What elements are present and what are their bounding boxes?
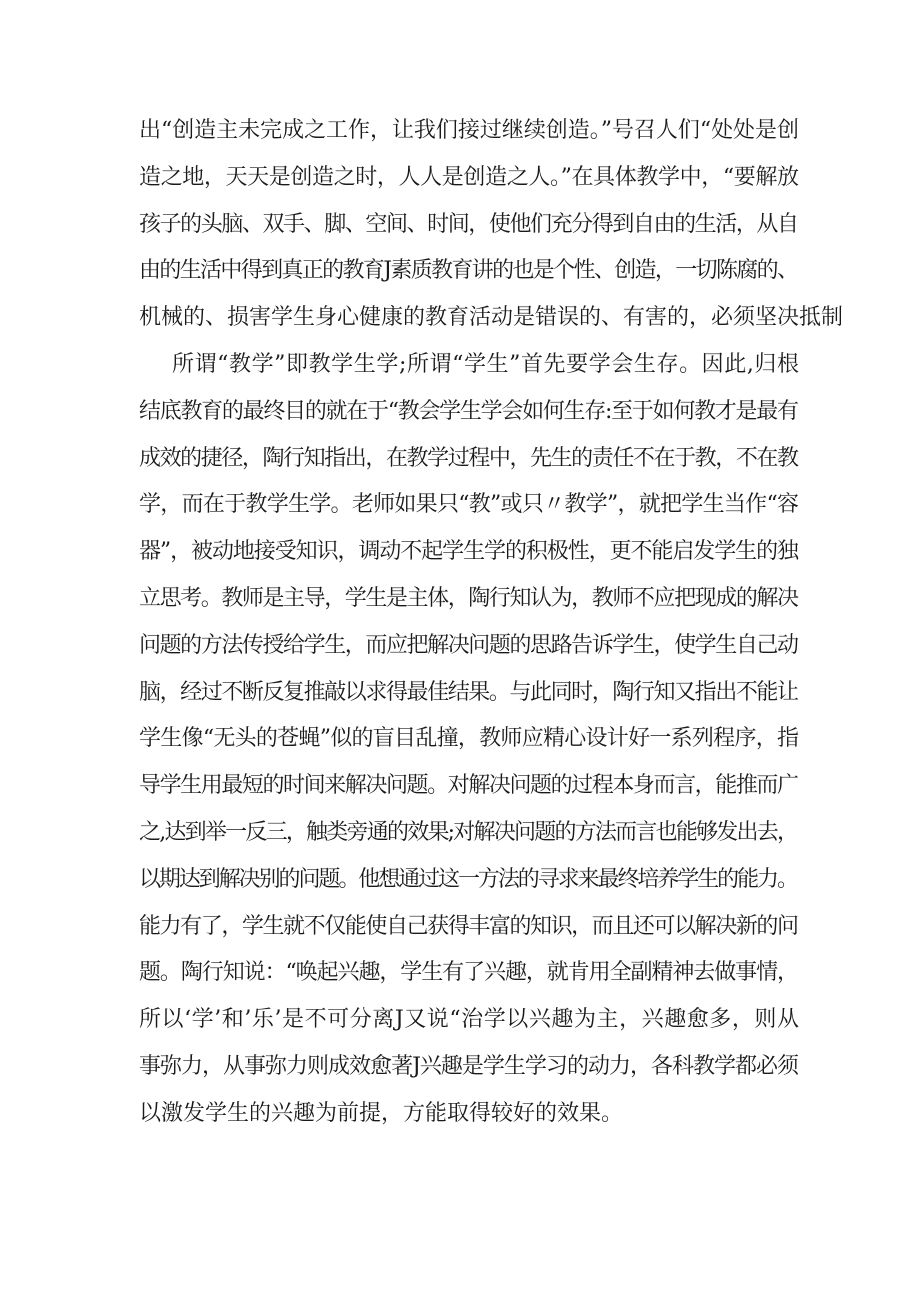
text-line — [139, 763, 799, 810]
text-line — [139, 436, 799, 483]
line-text: 成效的捷径，陶行知指出，在教学过程中，先生的责任不在于教，不在教 — [139, 445, 798, 471]
text-line — [139, 623, 799, 670]
line-text: 题。陶行知说：“唤起兴趣，学生有了兴趣，就肯用全副精神去做事情， — [139, 960, 798, 986]
text-line — [139, 950, 799, 997]
line-text: 能力有了，学生就不仅能使自己获得丰富的知识，而且还可以解决新的问 — [139, 913, 798, 939]
line-text: 学，而在于教学生学。老师如果只“教”或只〃教学”，就把学生当作“容 — [139, 492, 799, 518]
line-text: 脑，经过不断反复推敲以求得最佳结果。与此同时，陶行知又指出不能让 — [139, 679, 798, 705]
text-line — [139, 716, 799, 763]
line-text: 造之地，天天是创造之时，人人是创造之人。”在具体教学中，“要解放 — [139, 164, 799, 190]
line-text: 立思考。教师是主导，学生是主体，陶行知认为，教师不应把现成的解决 — [139, 585, 798, 611]
line-text: 之,达到举一反三，触类旁通的效果;对解决问题的方法而言也能够发出去， — [139, 819, 798, 845]
line-text: 出“创造主未完成之工作，让我们接过继续创造。”号召人们“处处是创 — [139, 118, 799, 143]
line-text: 由的生活中得到真正的教育J素质教育讲的也是个性、创造，一切陈腐的、 — [139, 258, 798, 284]
line-text: 所谓“教学”即教学生学;所谓“学生”首先要学会生存。因此,归根 — [172, 351, 800, 377]
text-line — [139, 108, 799, 155]
line-text: 孩子的头脑、双手、脚、空间、时间，使他们充分得到自由的生活，从自 — [139, 211, 798, 237]
line-text: 问题的方法传授给学生，而应把解决问题的思路告诉学生，使学生自己动 — [139, 632, 798, 658]
line-text: 机械的、损害学生身心健康的教育活动是错误的、有害的，必须坚决抵制 — [139, 305, 844, 331]
line-text: 事弥力，从事弥力则成效愈著J兴趣是学生学习的动力，各科教学都必须 — [139, 1053, 798, 1079]
line-text: 学生像“无头的苍蝇”似的盲目乱撞，教师应精心设计好一系列程序，指 — [139, 726, 799, 752]
body-text — [139, 108, 844, 1138]
text-line — [139, 202, 799, 249]
text-line — [139, 576, 799, 623]
line-text: 所以‘学’和’乐’是不可分离J又说“治学以兴趣为主，兴趣愈多，则从 — [139, 1007, 800, 1033]
line-text: 结底教育的最终目的就在于“教会学生学会如何生存:至于如何教才是最有 — [139, 398, 798, 424]
text-line — [139, 997, 799, 1044]
text-line — [139, 248, 799, 295]
text-line — [139, 529, 799, 576]
text-line-paragraph-start — [139, 342, 799, 389]
text-line — [139, 1091, 799, 1138]
text-line — [139, 482, 799, 529]
line-text: 导学生用最短的时间来解决问题。对解决问题的过程本身而言，能推而广 — [139, 773, 798, 799]
text-line — [139, 155, 799, 202]
text-line — [139, 670, 799, 717]
text-line — [139, 295, 844, 342]
text-line — [139, 857, 799, 904]
line-text: 以激发学生的兴趣为前提，方能取得较好的效果。 — [139, 1100, 624, 1126]
text-line — [139, 1044, 799, 1091]
line-text: 器”，被动地接受知识，调动不起学生学的积极性，更不能启发学生的独 — [139, 539, 798, 565]
text-line — [139, 389, 799, 436]
text-line — [139, 810, 799, 857]
line-text: 以期达到解决别的问题。他想通过这一方法的寻求来最终培养学生的能力。 — [139, 866, 797, 892]
text-line — [139, 904, 799, 951]
